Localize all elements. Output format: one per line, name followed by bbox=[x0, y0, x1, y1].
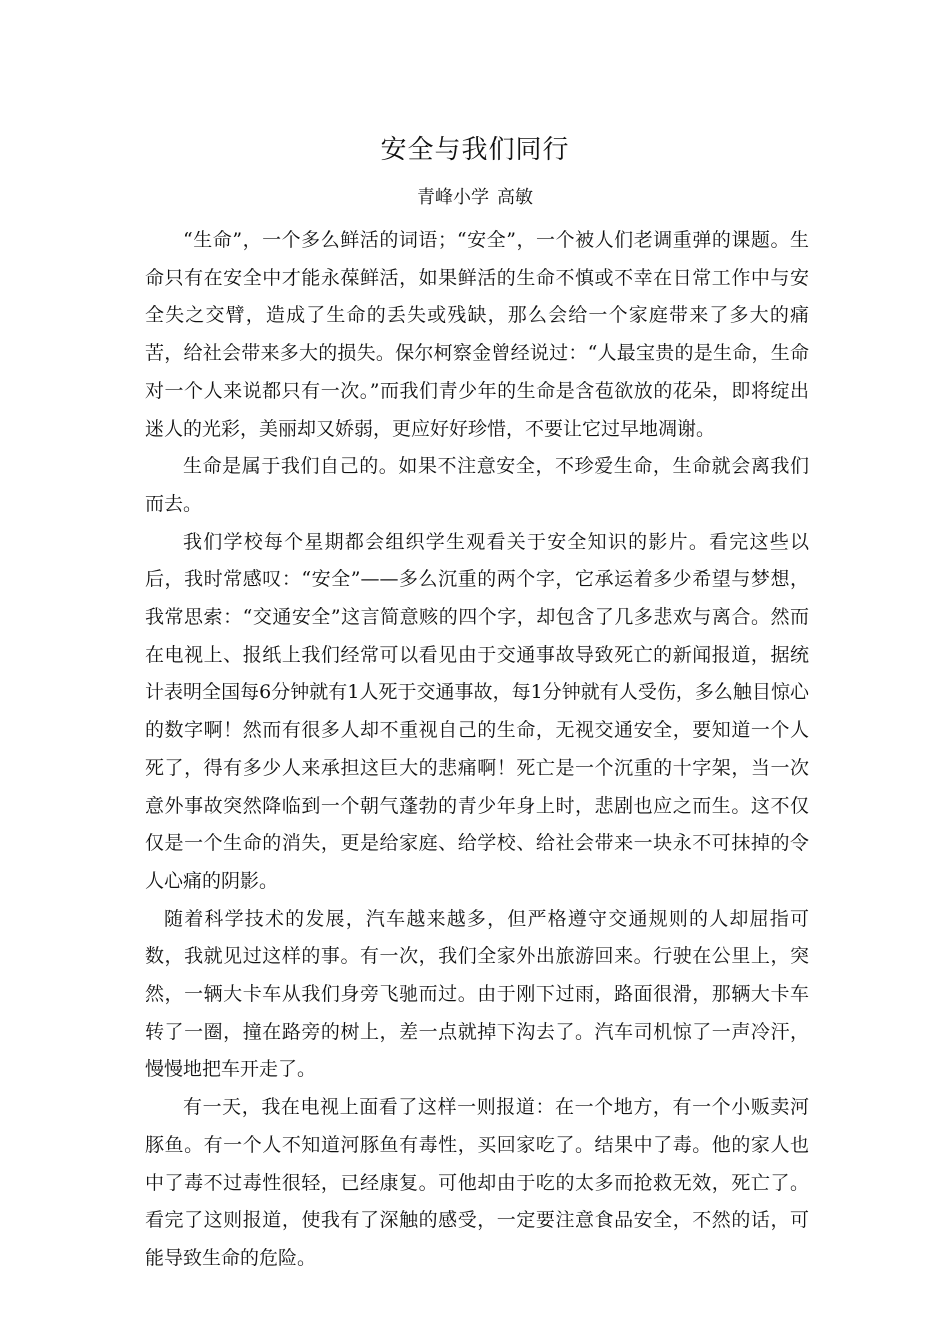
document-body bbox=[145, 222, 809, 1278]
paragraph-traffic-story: 随着科学技术的发展，汽车越来越多，但严格遵守交通规则的人却屈指可数，我就见过这样的事。有一次，我们全家外出旅游回来。行驶在公里上，突然，一辆大卡车从我们身旁飞驰而过。由于刚下过雨，路面很滑，那辆大卡车转了一圈，撞在路旁的树上，差一点就掉下沟去了。汽车司机惊了一声冷汗，慢慢地把车开走了。 bbox=[145, 907, 809, 1081]
author-name: 高敏 bbox=[497, 187, 533, 208]
author-school: 青峰小学 bbox=[417, 187, 489, 208]
paragraph-life: 生命是属于我们自己的。如果不注意安全，不珍爱生命，生命就会离我们而去。 bbox=[145, 455, 809, 515]
document-title: 安全与我们同行 bbox=[380, 135, 570, 165]
author-line bbox=[0, 185, 950, 211]
paragraph-food-safety: 有一天，我在电视上面看了这样一则报道：在一个地方，有一个小贩卖河豚鱼。有一个人不知道河豚鱼有毒性，买回家吃了。结果中了毒。他的家人也中了毒不过毒性很轻，已经康复。可他却由于吃的太多而抢救无效，死亡了。看完了这则报道，使我有了深触的感受，一定要注意食品安全，不然的话，可能导致生命的危险。 bbox=[145, 1096, 809, 1269]
paragraph-intro: “生命”，一个多么鲜活的词语；“安全”，一个被人们老调重弹的课题。生命只有在安全中才能永葆鲜活，如果鲜活的生命不慎或不幸在日常工作中与安全失之交臂，造成了生命的丢失或残缺，那么会给一个家庭带来了多大的痛苦，给社会带来多大的损失。保尔柯察金曾经说过：“人最宝贵的是生命，生命对一个人来说都只有一次。”而我们青少年的生命是含苞欲放的花朵，即将绽出迷人的光彩，美丽却又娇弱，更应好好珍惜，不要让它过早地凋谢。 bbox=[145, 229, 809, 440]
paragraph-school-films: 我们学校每个星期都会组织学生观看关于安全知识的影片。看完这些以后，我时常感叹：“安全”——多么沉重的两个字，它承运着多少希望与梦想，我常思索：“交通安全”这言简意赅的四个字，却包含了几多悲欢与离合。然而在电视上、报纸上我们经常可以看见由于交通事故导致死亡的新闻报道，据统计表明全国每6分钟就有1人死于交通事故，每1分钟就有人受伤，多么触目惊心的数字啊！然而有很多人却不重视自己的生命，无视交通安全，要知道一个人死了，得有多少人来承担这巨大的悲痛啊！死亡是一个沉重的十字架，当一次意外事故突然降临到一个朝气蓬勃的青少年身上时，悲剧也应之而生。这不仅仅是一个生命的消失，更是给家庭、给学校、给社会带来一块永不可抹掉的令人心痛的阴影。 bbox=[145, 530, 809, 892]
